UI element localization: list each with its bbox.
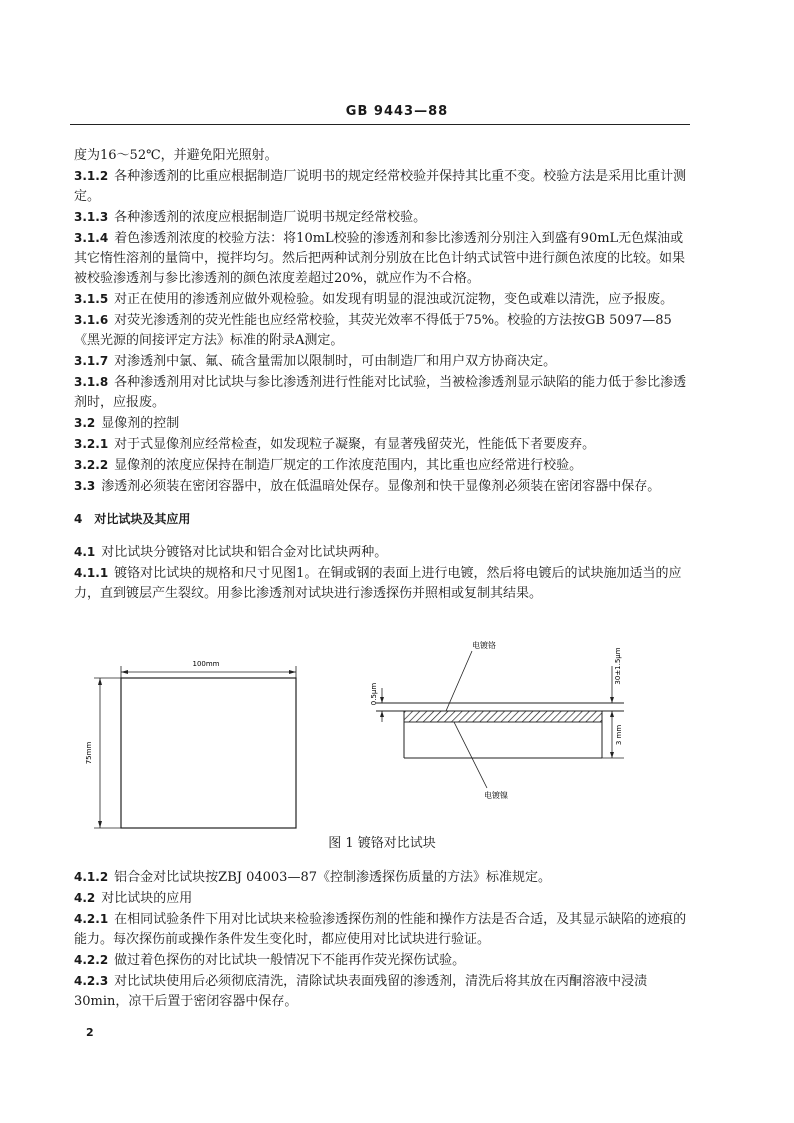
width-label: 100mm (192, 660, 220, 668)
paragraph (74, 455, 690, 476)
clause-text: 显像剂的浓度应保持在制造厂规定的工作浓度范围内，其比重也应经常进行校验。 (114, 458, 583, 473)
total-thickness-label: 30±1.5μm (614, 647, 622, 685)
paragraph (74, 542, 690, 563)
clause-text: 各种渗透剂的浓度应根据制造厂说明书规定经常校验。 (114, 210, 427, 225)
layer-thickness-label: 0.5μm (370, 682, 378, 706)
spacer (74, 497, 690, 509)
clause-number: 4.1 (74, 545, 96, 559)
clause-number: 4.2.2 (74, 953, 109, 967)
arrow-head (380, 697, 384, 703)
paragraph (74, 867, 690, 888)
arrow-head (610, 697, 614, 703)
figure-caption: 图 1 镀铬对比试块 (328, 836, 436, 851)
clause-number: 3.2.2 (74, 458, 109, 472)
paragraph (74, 888, 690, 909)
plating-layer (404, 711, 602, 722)
paragraph (74, 351, 690, 372)
clause-number: 3.1.3 (74, 210, 109, 224)
header-rule (70, 124, 690, 125)
paragraph (74, 563, 690, 604)
arrow-head (610, 711, 614, 717)
section-4-paragraphs (74, 867, 690, 1012)
arrow-head (98, 678, 102, 685)
clause-text: 显像剂的控制 (101, 416, 180, 431)
clause-number: 3.1.7 (74, 354, 109, 368)
arrow-head (289, 670, 296, 674)
section-4-1-paragraphs (74, 542, 690, 604)
section-title: 对比试块及其应用 (94, 512, 191, 526)
page-header: GB 9443—88 (345, 104, 449, 119)
arrow-head (610, 752, 614, 758)
paragraph (74, 434, 690, 455)
nickel-leader-line (454, 722, 487, 788)
clause-number: 4.1.1 (74, 566, 109, 580)
figure-1 (74, 618, 690, 834)
paragraph (74, 228, 690, 289)
paragraph (74, 372, 690, 413)
clause-text: 各种渗透剂的比重应根据制造厂说明书的规定经常校验并保持其比重不变。校验方法是采用比重计测定。 (74, 169, 687, 204)
clause-text: 铝合金对比试块按ZBJ 04003—87《控制渗透探伤质量的方法》标准规定。 (114, 870, 551, 885)
paragraph (74, 146, 690, 166)
paragraph (74, 166, 690, 207)
clause-number: 3.1.5 (74, 292, 109, 306)
arrow-head (98, 821, 102, 828)
spacer (74, 530, 690, 542)
height-label: 75mm (85, 741, 93, 765)
chrome-leader-line (446, 651, 472, 711)
clause-text: 做过着色探伤的对比试块一般情况下不能再作荧光探伤试验。 (114, 953, 466, 968)
section-number: 4 (74, 512, 83, 526)
clause-text: 在相同试验条件下用对比试块来检验渗透探伤剂的性能和操作方法是否合适，及其显示缺陷的迹痕的能力。每次探伤前或操作条件发生变化时，都应使用对比试块进行验证。 (74, 912, 687, 947)
clause-number: 3.2.1 (74, 437, 109, 451)
nickel-label: 电镀镍 (484, 791, 508, 800)
clause-number: 3.1.2 (74, 169, 109, 183)
clause-text: 渗透剂必须装在密闭容器中，放在低温暗处保存。显像剂和快干显像剂必须装在密闭容器中保存。 (101, 479, 661, 494)
paragraph (74, 909, 690, 950)
plan-view (85, 660, 296, 828)
paragraph (74, 289, 690, 310)
paragraph (74, 413, 690, 434)
clause-number: 3.2 (74, 416, 96, 430)
clause-number: 3.1.6 (74, 313, 109, 327)
clause-number: 3.3 (74, 479, 96, 493)
section-4-heading (74, 509, 690, 530)
clause-text: 对比试块的应用 (101, 891, 193, 906)
clause-text: 对渗透剂中氯、氟、硫含量需加以限制时，可由制造厂和用户双方协商决定。 (114, 354, 557, 369)
clause-number: 4.1.2 (74, 870, 109, 884)
clause-number: 4.2.3 (74, 974, 109, 988)
clause-text: 对比试块使用后必须彻底清洗，清除试块表面残留的渗透剂，清洗后将其放在丙酮溶液中浸渍30min，凉干后置于密闭容器中保存。 (74, 974, 648, 1009)
section-view (370, 640, 624, 800)
page-number: 2 (86, 1026, 94, 1039)
body-text (74, 146, 690, 1012)
clause-number: 3.1.4 (74, 231, 109, 245)
paragraph (74, 207, 690, 228)
clause-text: 对比试块分镀铬对比试块和铝合金对比试块两种。 (101, 545, 388, 560)
clause-text: 度为16～52℃，并避免阳光照射。 (74, 148, 278, 163)
figure-drawing (74, 618, 690, 834)
paragraph (74, 310, 690, 351)
arrow-head (121, 670, 128, 674)
chrome-label: 电镀铬 (472, 641, 496, 650)
plate-thickness-label: 3 mm (615, 724, 623, 746)
clause-text: 镀铬对比试块的规格和尺寸见图1。在铜或钢的表面上进行电镀，然后将电镀后的试块施加适当的应力，直到镀层产生裂纹。用参比渗透剂对试块进行渗透探伤并照相或复制其结果。 (74, 566, 682, 601)
paragraph (74, 950, 690, 971)
clause-text: 对荧光渗透剂的荧光性能也应经常校验，其荧光效率不得低于75%。校验的方法按GB 5097—85《黑光源的间接评定方法》标准的附录A测定。 (74, 313, 672, 348)
paragraph (74, 476, 690, 497)
clause-number: 3.1.8 (74, 375, 109, 389)
clause-text: 对于式显像剂应经常检查，如发现粒子凝聚，有显著残留荧光，性能低下者要废弃。 (114, 437, 596, 452)
clause-text: 对正在使用的渗透剂应做外观检验。如发现有明显的混浊或沉淀物，变色或难以清洗，应予报废。 (114, 292, 674, 307)
clause-text: 各种渗透剂用对比试块与参比渗透剂进行性能对比试验，当被检渗透剂显示缺陷的能力低于参比渗透剂时，应报废。 (74, 375, 687, 410)
paragraph (74, 971, 690, 1012)
section-3-paragraphs (74, 146, 690, 497)
arrow-head (380, 711, 384, 717)
block-outline (121, 678, 296, 828)
clause-number: 4.2.1 (74, 912, 109, 926)
clause-number: 4.2 (74, 891, 96, 905)
clause-text: 着色渗透剂浓度的校验方法：将10mL校验的渗透剂和参比渗透剂分别注入到盛有90mL无色煤油或其它惰性溶剂的量筒中，搅拌均匀。然后把两种试剂分别放在比色计纳式试管中进行颜色浓度的比较。如果被校验渗透剂与参比渗透剂的颜色浓度差超过20%，就应作为不合格。 (74, 231, 686, 286)
